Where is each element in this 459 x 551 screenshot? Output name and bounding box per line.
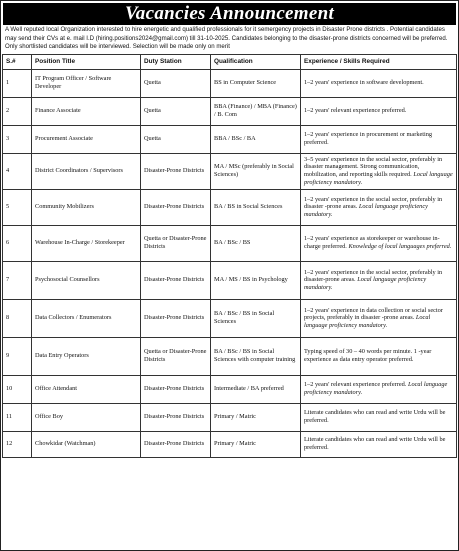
row-experience [301, 403, 457, 431]
experience-text: 1–2 years' experience in data collection or social sector projects, preferably in disaster -prone areas. [304, 306, 443, 322]
experience-text: 1–2 years' relevant experience preferred. [304, 381, 407, 389]
experience-note: Local language proficiency mandatory. [304, 276, 427, 291]
table-row [3, 375, 457, 403]
row-serial: 6 [3, 225, 32, 261]
table-row [3, 69, 457, 97]
row-serial: 10 [3, 375, 32, 403]
row-position: Office Boy [32, 403, 141, 431]
row-experience [301, 431, 457, 457]
row-position: District Coordinators / Supervisors [32, 153, 141, 189]
row-position: IT Program Officer / Software Developer [32, 69, 141, 97]
row-position: Data Collectors / Enumerators [32, 299, 141, 337]
experience-text: 1–2 years' experience as storekeeper or warehouse in-charge preferred. [304, 235, 440, 250]
row-position: Data Entry Operators [32, 337, 141, 375]
experience-note: Local language proficiency mandatory. [304, 171, 453, 186]
table-row [3, 403, 457, 431]
table-row [3, 299, 457, 337]
experience-text: 1–2 years' experience in procurement or marketing preferred. [304, 131, 433, 146]
table-row [3, 153, 457, 189]
row-position: Psychosocial Counsellors [32, 261, 141, 299]
row-qualification: BA / BSc / BS [211, 225, 301, 261]
row-experience [301, 69, 457, 97]
row-station: Disaster-Prone Districts [141, 261, 211, 299]
row-position: Procurement Associate [32, 125, 141, 153]
experience-note: Local language proficiency mandatory. [304, 203, 428, 218]
table-row [3, 225, 457, 261]
experience-note: Local language proficiency mandatory. [304, 381, 448, 396]
row-qualification: Intermediate / BA preferred [211, 375, 301, 403]
row-experience [301, 299, 457, 337]
row-serial: 2 [3, 97, 32, 125]
row-station: Disaster-Prone Districts [141, 431, 211, 457]
row-position: Finance Associate [32, 97, 141, 125]
row-qualification: MA / MSc (preferably in Social Sciences) [211, 153, 301, 189]
row-experience [301, 375, 457, 403]
row-serial: 12 [3, 431, 32, 457]
table-row [3, 125, 457, 153]
row-experience [301, 153, 457, 189]
row-experience [301, 225, 457, 261]
row-qualification: Primary / Matric [211, 431, 301, 457]
row-position: Community Mobilizers [32, 189, 141, 225]
experience-text: 1–2 years' experience in software development. [304, 79, 424, 87]
row-experience [301, 337, 457, 375]
row-serial: 11 [3, 403, 32, 431]
row-station: Quetta or Disaster-Prone Districts [141, 225, 211, 261]
row-serial: 5 [3, 189, 32, 225]
table-header-row [3, 54, 457, 69]
row-serial: 8 [3, 299, 32, 337]
header-position: Position Title [32, 54, 141, 69]
experience-note: Knowledge of local languages preferred. [348, 243, 452, 250]
row-station: Disaster-Prone Districts [141, 299, 211, 337]
row-qualification: BS in Computer Science [211, 69, 301, 97]
row-serial: 7 [3, 261, 32, 299]
row-station: Disaster-Prone Districts [141, 189, 211, 225]
row-qualification: BA / BS in Social Sciences [211, 189, 301, 225]
row-station: Disaster-Prone Districts [141, 153, 211, 189]
row-experience [301, 261, 457, 299]
experience-text: 1–2 years' experience in the social sector, preferably in disaster -prone areas. [304, 195, 443, 211]
page-title: Vacancies Announcement [3, 3, 456, 25]
experience-text: 3–5 years' experience in the social sector, preferably in disaster management. Strong communication, mobilization, and reporting skills required. [304, 155, 443, 178]
experience-note: Local language proficiency mandatory. [304, 314, 431, 329]
table-row [3, 431, 457, 457]
row-qualification: BA / BSc / BS in Social Sciences [211, 299, 301, 337]
row-experience [301, 125, 457, 153]
row-station: Disaster-Prone Districts [141, 375, 211, 403]
header-station: Duty Station [141, 54, 211, 69]
table-row [3, 337, 457, 375]
row-station: Quetta [141, 125, 211, 153]
intro-paragraph: A Well reputed local Organization interested to hire energetic and qualified professionals for it semergency projects in Disaster Prone districts . Potential candidates may send their CVs at e. mail I.D (hiring.positions2024@gmail.com) till 31-10-2025. Candidates belonging to the disaster-prone districts concerned will be preferred. Only shortlisted candidates will be interviewed. Selection will be made only on merit [5, 26, 448, 50]
experience-text: Literate candidates who can read and write Urdu will be preferred. [304, 436, 446, 451]
experience-text: 1–2 years' experience in the social sector, preferably in disaster-prone areas. [304, 268, 443, 284]
row-station: Quetta [141, 97, 211, 125]
table-row [3, 261, 457, 299]
row-station: Quetta or Disaster-Prone Districts [141, 337, 211, 375]
row-station: Disaster-Prone Districts [141, 403, 211, 431]
vacancies-table [2, 54, 457, 458]
experience-text: Typing speed of 30 – 40 words per minute. 1 -year experience as data entry operator preferred. [304, 348, 432, 363]
row-position: Warehouse In-Charge / Storekeeper [32, 225, 141, 261]
row-qualification: BBA / BSc / BA [211, 125, 301, 153]
row-position: Office Attendant [32, 375, 141, 403]
row-qualification: BBA (Finance) / MBA (Finance) / B. Com [211, 97, 301, 125]
experience-text: 1–2 years' relevant experience preferred. [304, 107, 407, 115]
header-experience: Experience / Skills Required [301, 54, 457, 69]
table-row [3, 97, 457, 125]
table-row [3, 189, 457, 225]
row-station: Quetta [141, 69, 211, 97]
row-serial: 4 [3, 153, 32, 189]
experience-text: Literate candidates who can read and write Urdu will be preferred. [304, 409, 446, 424]
row-qualification: BA / BSc / BS in Social Sciences with computer training [211, 337, 301, 375]
row-serial: 9 [3, 337, 32, 375]
row-position: Chowkidar (Watchman) [32, 431, 141, 457]
row-serial: 3 [3, 125, 32, 153]
header-qualification: Qualification [211, 54, 301, 69]
header-serial: S.# [3, 54, 32, 69]
row-experience [301, 97, 457, 125]
row-serial: 1 [3, 69, 32, 97]
row-qualification: MA / MS / BS in Psychology [211, 261, 301, 299]
row-qualification: Primary / Matric [211, 403, 301, 431]
row-experience [301, 189, 457, 225]
